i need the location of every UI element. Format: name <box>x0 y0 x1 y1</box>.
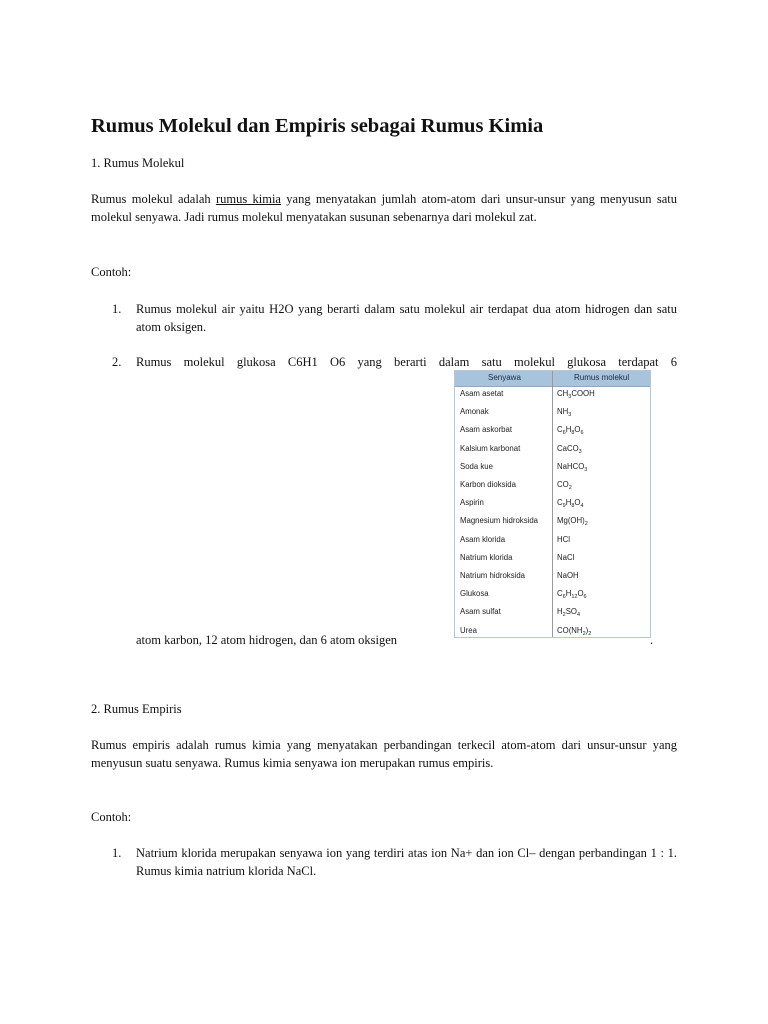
compound-name: Glukosa <box>460 589 489 599</box>
table-row <box>455 552 650 566</box>
table-row <box>455 461 650 475</box>
list-item: Rumus molekul glukosa C6H1 O6 yang berarti dalam satu molekul glukosa terdapat 6 <box>136 355 677 369</box>
molecular-formula: $Mg(OH)_2$ <box>557 516 588 528</box>
compound-name: Magnesium hidroksida <box>460 516 539 526</box>
compound-name: Soda kue <box>460 461 493 471</box>
compound-name: Natrium klorida <box>460 552 513 562</box>
compound-name: Asam klorida <box>460 534 506 544</box>
list-item-end: . <box>650 633 654 647</box>
table-row <box>455 606 650 620</box>
molecular-formula: $C_6H_8O_6$ <box>557 425 584 437</box>
molecular-formula: $CH_3COOH$ <box>557 389 595 400</box>
page-title: Rumus Molekul dan Empiris sebagai Rumus Kimia <box>91 115 544 137</box>
contoh-label: Contoh: <box>91 810 132 824</box>
molecular-formula: NaCl <box>557 552 575 562</box>
molecular-formula: HCl <box>557 534 570 544</box>
compound-name: Asam sulfat <box>460 607 501 617</box>
list-number: 1. <box>112 302 122 316</box>
chemical-formula-table <box>454 370 651 638</box>
molecular-formula: $H_2SO_4$ <box>557 607 581 619</box>
molecular-formula: $NH_3$ <box>557 407 572 419</box>
paragraph-text: Rumus molekul adalah <box>91 192 216 206</box>
molecular-formula: NaOH <box>557 571 579 580</box>
compound-name: Kalsium karbonat <box>460 443 521 453</box>
table-row <box>455 534 650 548</box>
column-header-senyawa: Senyawa <box>488 373 521 382</box>
section-heading-rumus-molekul: 1. Rumus Molekul <box>91 156 185 170</box>
compound-name: Asam askorbat <box>460 425 513 435</box>
table-row <box>455 406 650 420</box>
paragraph-text: yang menyatakan jumlah atom-atom dari unsur-unsur yang menyusun satu molekul senyawa. Jadi rumus molekul menyatakan susunan sebenarnya dari molekul zat. <box>91 192 677 225</box>
molecular-formula: $C_9H_8O_4$ <box>557 498 584 510</box>
contoh-label: Contoh: <box>91 265 132 279</box>
molecular-formula: CaCO$_3$ <box>557 443 582 455</box>
table-row <box>455 515 650 529</box>
table-row <box>455 443 650 457</box>
list-item-continuation: atom karbon, 12 atom hidrogen, dan 6 atom oksigen <box>136 633 398 647</box>
list-number: 2. <box>112 355 122 369</box>
rumus-kimia-link[interactable]: rumus kimia <box>215 192 281 206</box>
molecular-formula: $C_6H_{12}O_6$ <box>557 589 587 601</box>
table-row <box>455 625 650 639</box>
table-row <box>455 497 650 511</box>
compound-name: Natrium hidroksida <box>460 571 525 580</box>
table-row <box>455 388 650 402</box>
table-row <box>455 570 650 584</box>
molecular-formula: NaHCO$_3$ <box>557 461 588 473</box>
list-item: Rumus molekul air yaitu H2O yang berarti dalam satu molekul air terdapat dua atom hidrogen dan satu atom oksigen. <box>136 302 677 335</box>
paragraph-rumus-molekul <box>91 190 677 226</box>
compound-name: Karbon dioksida <box>460 480 516 489</box>
compound-name: Aspirin <box>460 498 484 508</box>
compound-name: Urea <box>460 625 477 635</box>
table-row <box>455 424 650 438</box>
list-item: Natrium klorida merupakan senyawa ion yang terdiri atas ion Na+ dan ion Cl– dengan perbandingan 1 : 1. Rumus kimia natrium klorida NaCl. <box>136 846 677 879</box>
molecular-formula: $CO(NH_2)_2$ <box>557 625 592 637</box>
section-heading-rumus-empiris: 2. Rumus Empiris <box>91 702 182 716</box>
list-number: 1. <box>112 846 122 860</box>
column-header-rumus-molekul: Rumus molekul <box>574 373 630 382</box>
compound-name: Amonak <box>460 407 489 417</box>
table-row <box>455 588 650 602</box>
molecular-formula: $CO_2$ <box>557 480 572 491</box>
compound-name: Asam asetat <box>460 389 504 398</box>
table-row <box>455 479 650 493</box>
paragraph-rumus-empiris: Rumus empiris adalah rumus kimia yang menyatakan perbandingan terkecil atom-atom dari unsur-unsur yang menyusun suatu senyawa. Rumus kimia senyawa ion merupakan rumus empiris. <box>91 738 677 771</box>
